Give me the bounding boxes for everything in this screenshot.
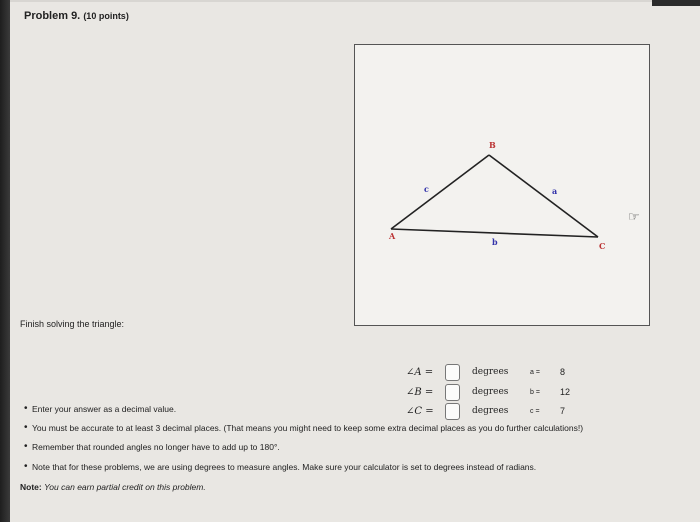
side-a-label: a: [552, 186, 558, 196]
problem-prompt: Finish solving the triangle:: [20, 319, 125, 329]
angle-a-unit: degrees: [472, 367, 509, 377]
vertex-c-label: C: [599, 241, 606, 251]
angle-b-label: ∠B =: [406, 387, 434, 398]
instruction-item: [24, 461, 537, 472]
bullet-icon: •: [24, 441, 28, 452]
side-c-label: c: [424, 184, 429, 194]
problem-points: (10 points): [83, 11, 129, 21]
instruction-text: Note that for these problems, we are using degrees to measure angles. Make sure your calculator is set to degrees instead of radians.: [32, 462, 537, 472]
side-b-eq: b =: [530, 389, 540, 396]
side-c-value: 7: [560, 406, 566, 416]
angle-c-input[interactable]: [445, 403, 460, 420]
bullet-icon: •: [24, 403, 28, 414]
vertex-a-label: A: [389, 231, 396, 241]
problem-number: Problem 9.: [24, 10, 81, 22]
angle-b-unit: degrees: [472, 387, 509, 397]
angle-c-unit: degrees: [472, 406, 509, 416]
note-label: Note:: [20, 482, 42, 492]
triangle-drawing: [355, 45, 649, 325]
side-a-line: [489, 155, 598, 237]
side-b-line: [391, 229, 598, 237]
instruction-item: [24, 441, 280, 452]
instruction-text: Remember that rounded angles no longer have to add up to 180°.: [32, 442, 280, 452]
hand-pointer-icon: ☞: [628, 209, 640, 224]
instruction-text: You must be accurate to at least 3 decimal places. (That means you might need to keep some extra decimal places as you do further calculations!): [32, 423, 584, 433]
angle-a-input[interactable]: [445, 364, 460, 381]
side-c-eq: c =: [530, 408, 540, 415]
bullet-icon: •: [24, 461, 28, 472]
angle-a-label: ∠A =: [406, 367, 434, 378]
top-border: [10, 0, 700, 2]
instruction-item: [24, 422, 584, 433]
angle-c-label: ∠C =: [406, 406, 434, 417]
side-a-eq: a =: [530, 369, 540, 376]
note-text: You can earn partial credit on this problem.: [44, 482, 206, 492]
side-b-label: b: [492, 237, 498, 247]
side-a-value: 8: [560, 367, 566, 377]
window-edge: [0, 0, 10, 522]
vertex-b-label: B: [489, 140, 496, 150]
side-b-value: 12: [560, 387, 571, 397]
angle-b-input[interactable]: [445, 384, 460, 401]
side-c-line: [391, 155, 489, 229]
instruction-text: Enter your answer as a decimal value.: [32, 404, 177, 414]
triangle-figure: [354, 44, 650, 326]
instruction-item: [24, 403, 177, 414]
bullet-icon: •: [24, 422, 28, 433]
problem-title: [24, 10, 129, 22]
partial-credit-note: [20, 482, 206, 492]
corner-decoration: [652, 0, 700, 6]
